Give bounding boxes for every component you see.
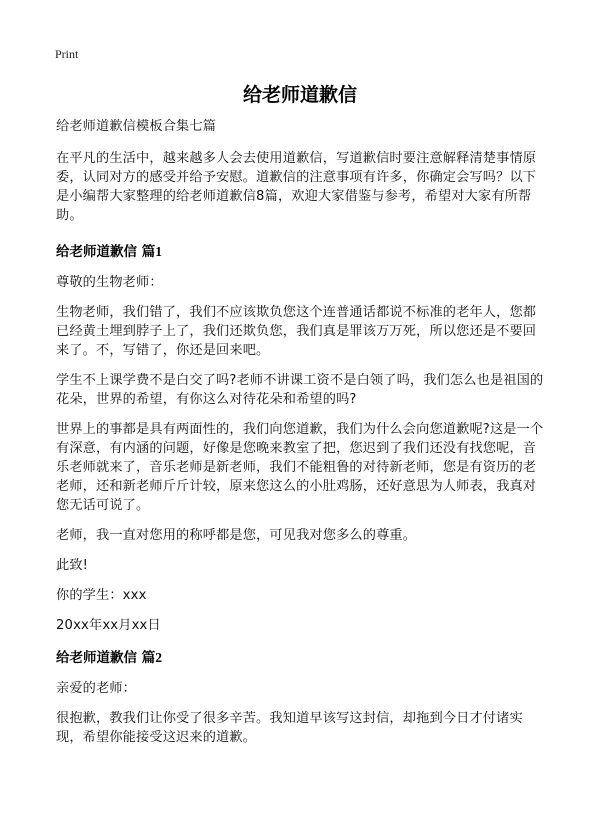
intro-paragraph: 在平凡的生活中，越来越多人会去使用道歉信，写道歉信时要注意解释清楚事情原委，认同对方的感受并给予安慰。道歉信的注意事项有许多，你确定会写吗？以下是小编帮大家整理的给老师道歉信8篇，欢迎大家借鉴与参考，希望对大家有所帮助。 xyxy=(56,151,537,223)
document-title: 给老师道歉信 xyxy=(242,84,357,106)
date: 20xx年xx月xx日 xyxy=(56,618,161,633)
greeting: 尊敬的生物老师： xyxy=(56,275,163,290)
body-paragraph: 老师，我一直对您用的称呼都是您，可见我对您多么的尊重。 xyxy=(56,528,417,543)
section-heading-2 xyxy=(56,646,548,666)
section-heading-text: 给老师道歉信 篇 xyxy=(56,244,156,260)
closing: 此致! xyxy=(56,558,89,573)
section-heading-number: 2 xyxy=(155,650,162,665)
body-paragraph: 学生不上课学费不是白交了吗?老师不讲课工资不是白领了吗，我们怎么也是祖国的花朵，世界的希望，有你这么对待花朵和希望的吗? xyxy=(56,373,544,407)
greeting: 亲爱的老师： xyxy=(56,681,137,696)
document-body xyxy=(56,117,548,758)
body-paragraph: 世界上的事都是具有两面性的，我们向您道歉，我们为什么会向您道歉呢?这是一个有深意，有内涵的问题，好像是您晚来教室了把，您迟到了我们还没有找您呢，音乐老师就来了，音乐老师是新老师，我们不能粗鲁的对待新老师，您是有资历的老老师，还和新老师斤斤计较，原来您这么的小肚鸡肠，还好意思为人师表，我真对您无话可说了。 xyxy=(56,422,544,513)
section-heading-text: 给老师道歉信 篇 xyxy=(56,650,156,666)
section-heading-1 xyxy=(56,240,548,260)
body-paragraph: 生物老师，我们错了，我们不应该欺负您这个连普通话都说不标准的老年人，您都已经黄土埋到脖子上了，我们还欺负您，我们真是罪该万万死，所以您还是不要回来了。不，写错了，你还是回来吧。 xyxy=(56,305,537,358)
body-paragraph: 很抱歉，教我们让你受了很多辛苦。我知道早该写这封信，却拖到今日才付诸实现，希望你能接受这迟来的道歉。 xyxy=(56,711,523,745)
section-heading-number: 1 xyxy=(155,244,162,259)
signature: 你的学生：xxx xyxy=(56,588,147,603)
document-subtitle: 给老师道歉信模板合集七篇 xyxy=(56,119,217,134)
print-label: Print xyxy=(55,47,79,61)
